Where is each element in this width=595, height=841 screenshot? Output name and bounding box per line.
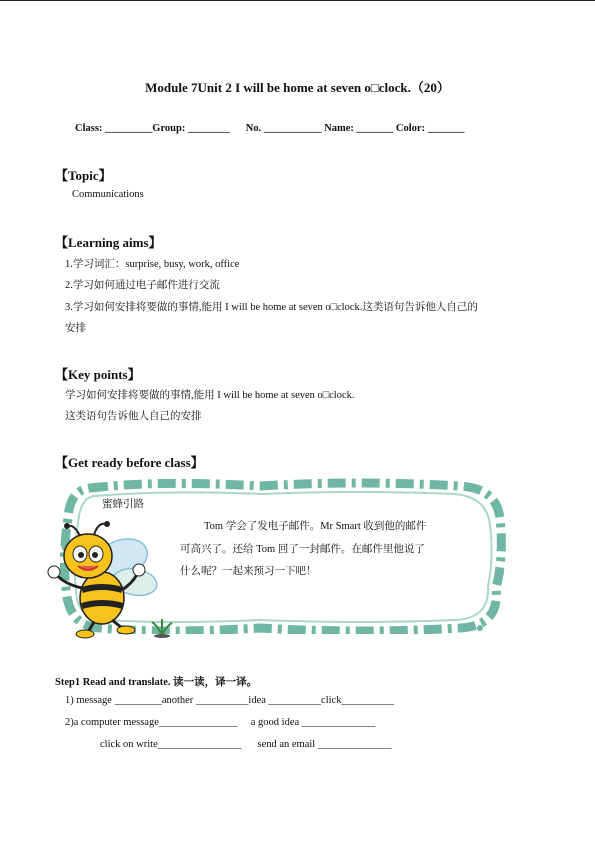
- page-title: Module 7Unit 2 I will be home at seven o□clock.（20）: [145, 80, 450, 95]
- bee-mascot-icon: [30, 520, 165, 640]
- aim-item-2: 2.学习如何通过电子邮件进行交流: [65, 280, 220, 291]
- step1-line-2: 2)a computer message_______________ a good idea ______________: [65, 717, 376, 728]
- grass-sprout-icon: [150, 618, 174, 638]
- get-ready-heading: 【Get ready before class】: [55, 455, 204, 470]
- aim-item-3-cont: 安排: [65, 323, 86, 334]
- topic-heading: 【Topic】: [55, 168, 112, 183]
- aim-item-1: 1.学习词汇：surprise, busy, work, office: [65, 259, 240, 270]
- card-line-3: 什么呢？一起来预习一下吧！: [180, 566, 317, 577]
- topic-text: Communications: [72, 189, 144, 200]
- top-rule: [0, 0, 595, 1]
- step1-title: Step1 Read and translate. 读一读，译一译。: [55, 677, 258, 688]
- key-points-heading: 【Key points】: [55, 367, 141, 382]
- key-point-line-2: 这类语句告诉他人自己的安排: [65, 411, 202, 422]
- aim-item-3: 3.学习如何安排将要做的事情,能用 I will be home at seven o□clock.这类语句告诉他人自己的: [65, 302, 478, 313]
- card-line-1: Tom 学会了发电子邮件。Mr Smart 收到他的邮件: [204, 521, 427, 532]
- student-info-line: Class: _________Group: ________ No. ___________ Name: _______ Color: _______: [75, 123, 465, 134]
- learning-aims-heading: 【Learning aims】: [55, 235, 162, 250]
- card-line-2: 可高兴了。还给 Tom 回了一封邮件。在邮件里他说了: [180, 544, 425, 555]
- step1-line-1: 1) message _________another __________idea __________click__________: [65, 695, 394, 706]
- key-point-line-1: 学习如何安排将要做的事情,能用 I will be home at seven o□clock.: [65, 390, 355, 401]
- step1-line-3: click on write________________ send an email ______________: [100, 739, 392, 750]
- card-title: 蜜蜂引路: [102, 499, 144, 510]
